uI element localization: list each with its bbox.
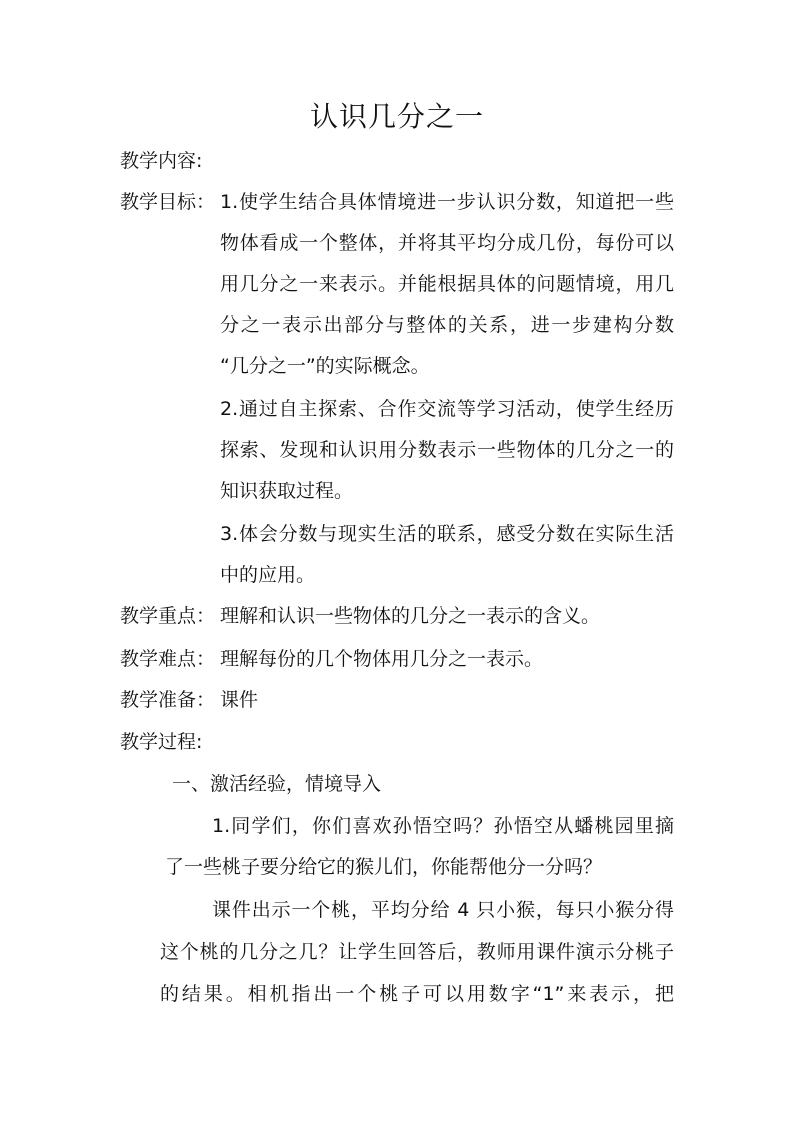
process-label: 教学过程: xyxy=(120,731,203,753)
objective-2-line-1: 2.通过自主探索、合作交流等学习活动，使学生经历 xyxy=(220,398,674,420)
paragraph-2-line-2: 这个桃的几分之几？让学生回答后，教师用课件演示分桃子 xyxy=(160,941,674,963)
document-title: 认识几分之一 xyxy=(309,100,484,133)
objective-1-line-4: 分之一表示出部分与整体的关系，进一步建构分数 xyxy=(220,314,674,336)
section-1-heading: 一、激活经验，情境导入 xyxy=(172,773,382,795)
objectives-label: 教学目标： xyxy=(120,191,216,213)
difficulty-label: 教学难点： xyxy=(120,648,216,670)
difficulty-text: 理解每份的几个物体用几分之一表示。 xyxy=(220,648,544,670)
objective-1-line-3: 用几分之一来表示。并能根据具体的问题情境，用几 xyxy=(220,273,674,295)
content-label: 教学内容: xyxy=(120,150,203,172)
paragraph-2-line-3: 的结果。相机指出一个桃子可以用数字“1”来表示，把 xyxy=(160,983,674,1005)
objective-1-line-2: 物体看成一个整体，并将其平均分成几份，每份可以 xyxy=(220,232,674,254)
objective-1-line-5: “几分之一”的实际概念。 xyxy=(220,355,430,377)
objective-3-line-1: 3.体会分数与现实生活的联系，感受分数在实际生活 xyxy=(220,523,674,545)
paragraph-2-line-1: 课件出示一个桃，平均分给 4 只小猴，每只小猴分得 xyxy=(212,899,674,921)
key-point-text: 理解和认识一些物体的几分之一表示的含义。 xyxy=(220,605,601,627)
paragraph-1-line-1: 1.同学们，你们喜欢孙悟空吗？孙悟空从蟠桃园里摘 xyxy=(212,815,674,837)
objective-1-line-1: 1.使学生结合具体情境进一步认识分数，知道把一些 xyxy=(220,191,674,213)
key-point-label: 教学重点： xyxy=(120,605,216,627)
objective-2-line-3: 知识获取过程。 xyxy=(220,480,354,502)
paragraph-1-line-2: 了一些桃子要分给它的猴儿们，你能帮他分一分吗？ xyxy=(165,856,603,878)
objective-2-line-2: 探索、发现和认识用分数表示一些物体的几分之一的 xyxy=(220,439,674,461)
preparation-label: 教学准备： xyxy=(120,689,216,711)
preparation-text: 课件 xyxy=(220,689,259,711)
objective-3-line-2: 中的应用。 xyxy=(220,564,316,586)
